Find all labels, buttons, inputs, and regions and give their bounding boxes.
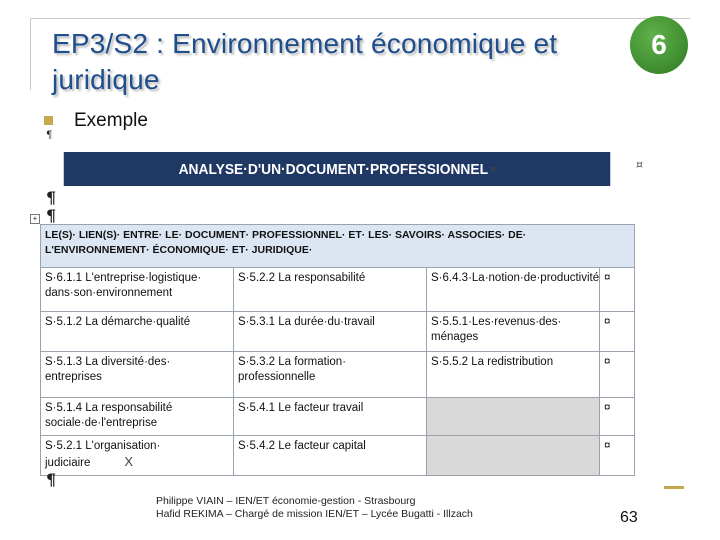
pilcrow-mark: ¶ [46, 130, 53, 141]
bullet-text: Exemple [74, 110, 148, 131]
footer-line: Hafid REKIMA – Chargé de mission IEN/ET – Lycée Bugatti - Illzach [156, 508, 473, 520]
table-header-cell: LE(S)· LIEN(S)· ENTRE· LE· DOCUMENT· PROFESSIONNEL· ET· LES· SAVOIRS· ASSOCIES· DE· L'ENVIRONNEMENT· ÉCONOMIQUE· ET· JURIDIQUE· [41, 225, 635, 268]
bullet-icon [44, 116, 53, 125]
skills-table [40, 224, 635, 476]
title-frame-left [30, 18, 31, 90]
table-row [41, 398, 635, 436]
pilcrow-mark: ¶ [46, 206, 57, 225]
slide-footer [156, 495, 473, 521]
document-header-text: ANALYSE·D'UN·DOCUMENT·PROFESSIONNEL [178, 160, 489, 178]
table-cell-mark: ¤ [600, 398, 635, 436]
table-cell: S·6.1.1 L'entreprise·logistique· dans·son·environnement [41, 268, 234, 312]
cell-mark: ¤ [490, 164, 496, 174]
table-cell-empty [427, 398, 600, 436]
cell-text: S·5.2.1 L'organisation· judiciaire [45, 440, 161, 469]
table-cell-empty [427, 436, 600, 476]
table-cell: S·5.4.1 Le facteur travail [234, 398, 427, 436]
table-cell: S·6.4.3·La·notion·de·productivité [427, 268, 600, 312]
table-row [41, 352, 635, 398]
cell-mark: ¤ [636, 158, 643, 171]
table-cell: S·5.1.4 La responsabilité sociale·de·l'entreprise [41, 398, 234, 436]
table-row [41, 436, 635, 476]
table-cell-mark: ¤ [600, 436, 635, 476]
table-cell-mark: ¤ [600, 352, 635, 398]
chapter-badge: 6 [630, 16, 688, 74]
slide-title: EP3/S2 : Environnement économique et juridique [52, 28, 558, 95]
table-cell-mark: ¤ [600, 268, 635, 312]
table-cell: S·5.4.2 Le facteur capital [234, 436, 427, 476]
table-cell: S·5.2.2 La responsabilité [234, 268, 427, 312]
table-cell: S·5.1.2 La démarche·qualité [41, 312, 234, 352]
document-header [64, 152, 610, 186]
table-cell-mark: ¤ [600, 312, 635, 352]
table-row [41, 312, 635, 352]
table-cell: S·5.3.1 La durée·du·travail [234, 312, 427, 352]
table-move-handle-icon[interactable]: + [30, 214, 40, 224]
table-header-row [41, 225, 635, 268]
pilcrow-mark: ¶ [46, 470, 57, 489]
footer-line: Philippe VIAIN – IEN/ET économie-gestion - Strasbourg [156, 495, 416, 507]
table-row [41, 268, 635, 312]
pilcrow-mark: ¶ [46, 188, 57, 207]
title-frame-top [30, 18, 690, 19]
table-cell: S·5.1.3 La diversité·des· entreprises [41, 352, 234, 398]
accent-line [664, 486, 684, 489]
table-cell: S·5.5.2 La redistribution [427, 352, 600, 398]
table-cell: S·5.5.1·Les·revenus·des· ménages [427, 312, 600, 352]
table-cell: S·5.3.2 La formation· professionnelle [234, 352, 427, 398]
page-number: 63 [620, 509, 638, 526]
table-cell [41, 436, 234, 476]
cell-extra-mark: X [124, 454, 134, 469]
